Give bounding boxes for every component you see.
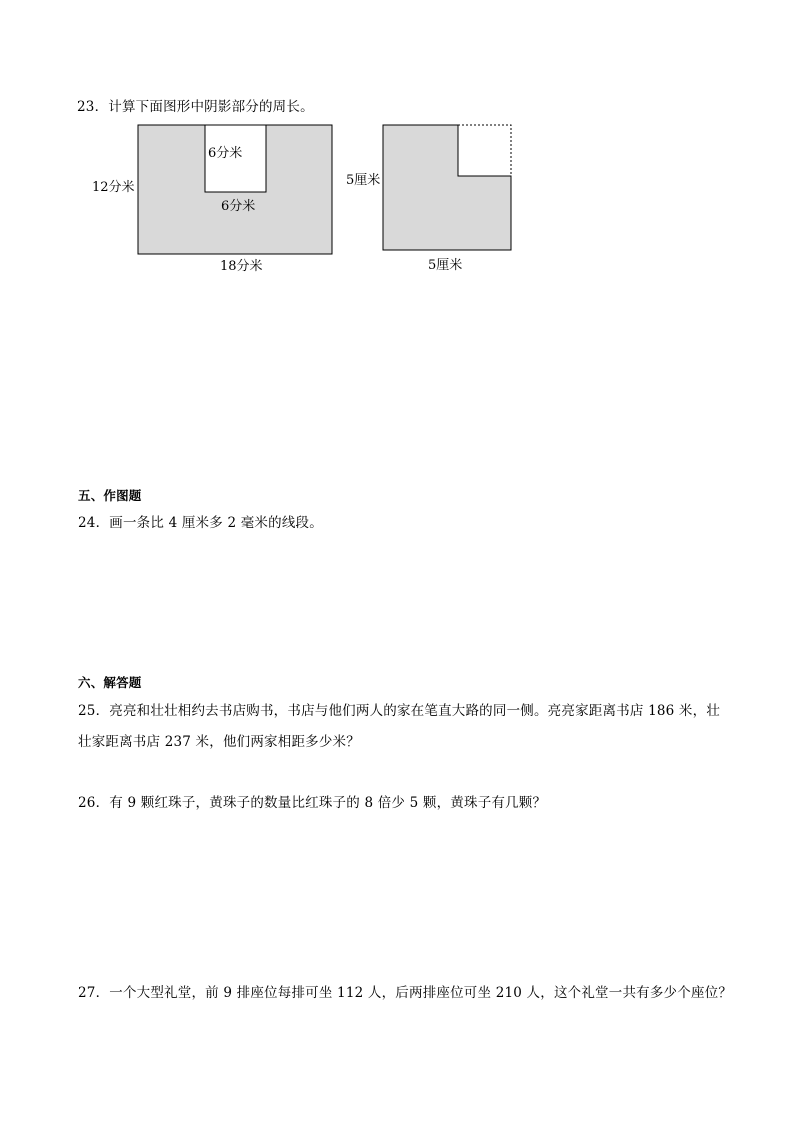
figure-1-notch-top-label: 6分米 <box>208 146 243 161</box>
question-24-text: 24．画一条比 4 厘米多 2 毫米的线段。 <box>78 515 323 531</box>
figure-2-height-label: 5厘米 <box>346 173 381 188</box>
section-5-heading: 五、作图题 <box>78 488 142 503</box>
figure-2-width-label: 5厘米 <box>428 258 463 273</box>
question-26-text: 26．有 9 颗红珠子，黄珠子的数量比红珠子的 8 倍少 5 颗，黄珠子有几颗？ <box>78 795 547 811</box>
question-25-line-1: 25．亮亮和壮壮相约去书店购书，书店与他们两人的家在笔直大路的同一侧。亮亮家距离书店 186 米，壮 <box>78 703 721 719</box>
figure-1-height-label: 12分米 <box>92 180 135 195</box>
figure-1-width-label: 18分米 <box>220 259 263 274</box>
figure-2-l-shape <box>340 118 530 278</box>
figure-1-notch-bottom-label: 6分米 <box>221 199 256 214</box>
question-25-line-2: 壮家距离书店 237 米，他们两家相距多少米？ <box>78 734 360 750</box>
section-6-heading: 六、解答题 <box>78 675 142 690</box>
figure-2-dashed-corner <box>458 125 511 176</box>
figure-2-shaded-region <box>383 125 511 250</box>
question-23-text: 23．计算下面图形中阴影部分的周长。 <box>77 99 314 115</box>
question-27-text: 27．一个大型礼堂，前 9 排座位每排可坐 112 人，后两排座位可坐 210 人，这个礼堂一共有多少个座位？ <box>78 985 733 1001</box>
figure-1-shaded-region <box>138 125 332 254</box>
figure-1-u-shape <box>85 118 345 278</box>
